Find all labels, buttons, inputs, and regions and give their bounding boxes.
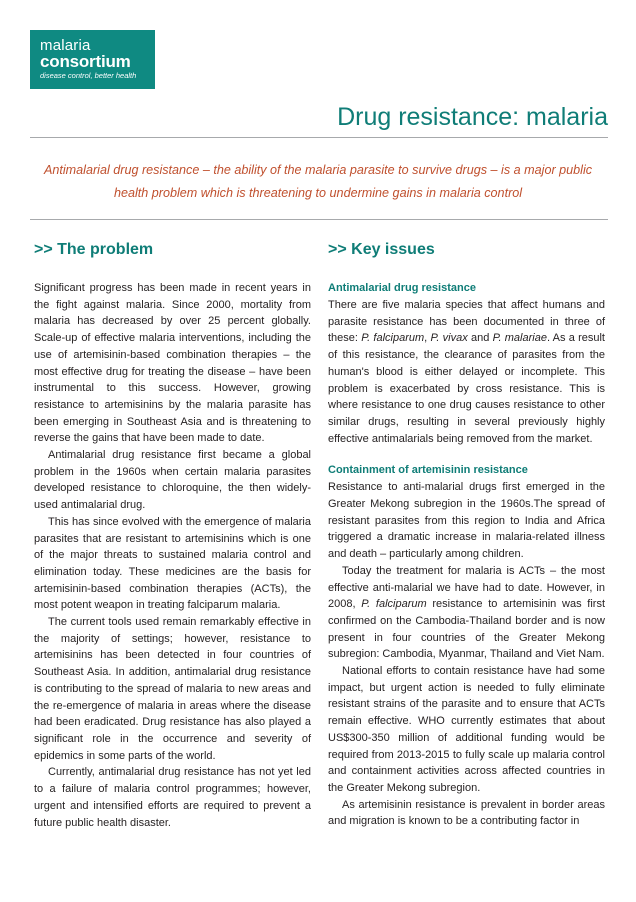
key-issues-column	[328, 240, 605, 830]
containment-paragraph-1: Resistance to anti-malarial drugs first emerged in the Greater Mekong subregion in the 1960s.The spread of resistant parasites from this region to India and Africa triggered a dramatic increase in malaria-related illness and death – particularly among children.	[328, 481, 605, 561]
divider-top	[30, 137, 608, 138]
problem-paragraph-4: The current tools used remain remarkably effective in the majority of settings; however, resistance to artemisinins has been detected in four countries of Southeast Asia. In addition, antimalarial drug resistance is contributing to the spread of malaria to new areas and the re-emergence of malaria in areas where the disease had been eradicated. Drug resistance has also played a significant role in the occurrence and severity of epidemics in some parts of the world.	[34, 616, 311, 762]
divider-middle	[30, 219, 608, 220]
problem-heading: >> The problem	[34, 241, 154, 258]
subheading-drug-resistance: Antimalarial drug resistance	[328, 282, 476, 294]
subheading-containment: Containment of artemisinin resistance	[328, 464, 528, 477]
logo-line-2: consortium	[40, 52, 131, 71]
containment-paragraph-4: As artemisinin resistance is prevalent in border areas and migration is known to be a contributing factor in	[328, 798, 605, 828]
logo-tagline: disease control, better health	[40, 71, 137, 80]
logo-line-1: malaria	[40, 37, 91, 54]
malaria-consortium-logo	[30, 30, 155, 89]
problem-paragraph-5: Currently, antimalarial drug resistance has not yet led to a failure of malaria control programmes; however, urgent and intensified efforts are required to prevent a future public health disaster.	[34, 766, 311, 829]
problem-paragraph-2: Antimalarial drug resistance first became a global problem in the 1960s when certain malaria parasites developed resistance to chloroquine, the then widely-used antimalarial drug.	[34, 449, 311, 512]
key-issues-heading: >> Key issues	[328, 241, 435, 258]
intro-statement: Antimalarial drug resistance – the ability of the malaria parasite to survive drugs – is a major public health problem which is threatening to undermine gains in malaria control	[43, 163, 593, 200]
drug-resistance-paragraph: There are five malaria species that affect humans and parasite resistance has been documented in three of these: P. falciparum, P. vivax and P. malariae. As a result of this resistance, the clearance of parasites from the human's blood is either delayed or incomplete. This problem is exacerbated by cross resistance. This is where resistance to one drug causes resistance to other similar drugs, resulting in several previously highly effective antimalarials being removed from the market.	[328, 299, 605, 445]
problem-paragraph-1: Significant progress has been made in recent years in the fight against malaria. Since 2000, mortality from malaria has decreased by over 25 percent globally. Scale-up of effective malaria interventions, including the use of artemisinin-based combination therapies – the most effective drug for treating the disease – have been instrumental to this success. However, growing resistance to artemisinins by the malaria parasite has been emerging in Southeast Asia and is threatening to reverse the gains that have been made to date.	[34, 282, 311, 445]
page-title: Drug resistance: malaria	[337, 103, 608, 131]
containment-paragraph-2: Today the treatment for malaria is ACTs – the most effective anti-malarial we have had to date. However, in 2008, P. falciparum resistance to artemisinin was first confirmed on the Cambodia-Thailand border and is now present in four countries of the Greater Mekong subregion: Cambodia, Myanmar, Thailand and Viet Nam.	[328, 564, 606, 661]
problem-paragraph-3: This has since evolved with the emergence of malaria parasites that are resistant to artemisinins which is one of the major threats to sustained malaria control and elimination today. These medicines are the basis for artemisinin-based combination therapies (ACTs), the most potent weapon in treating falciparum malaria.	[34, 515, 311, 612]
problem-column	[34, 240, 311, 831]
containment-paragraph-3: National efforts to contain resistance have had some impact, but urgent action is needed to fully eliminate resistant strains of the parasite and to ensure that ACTs remain effective. WHO currently estimates that about US$300-350 million of additional funding would be required from 2013-2015 to fully scale up malaria control and containment activities across affected countries in the Greater Mekong subregion.	[328, 665, 605, 794]
